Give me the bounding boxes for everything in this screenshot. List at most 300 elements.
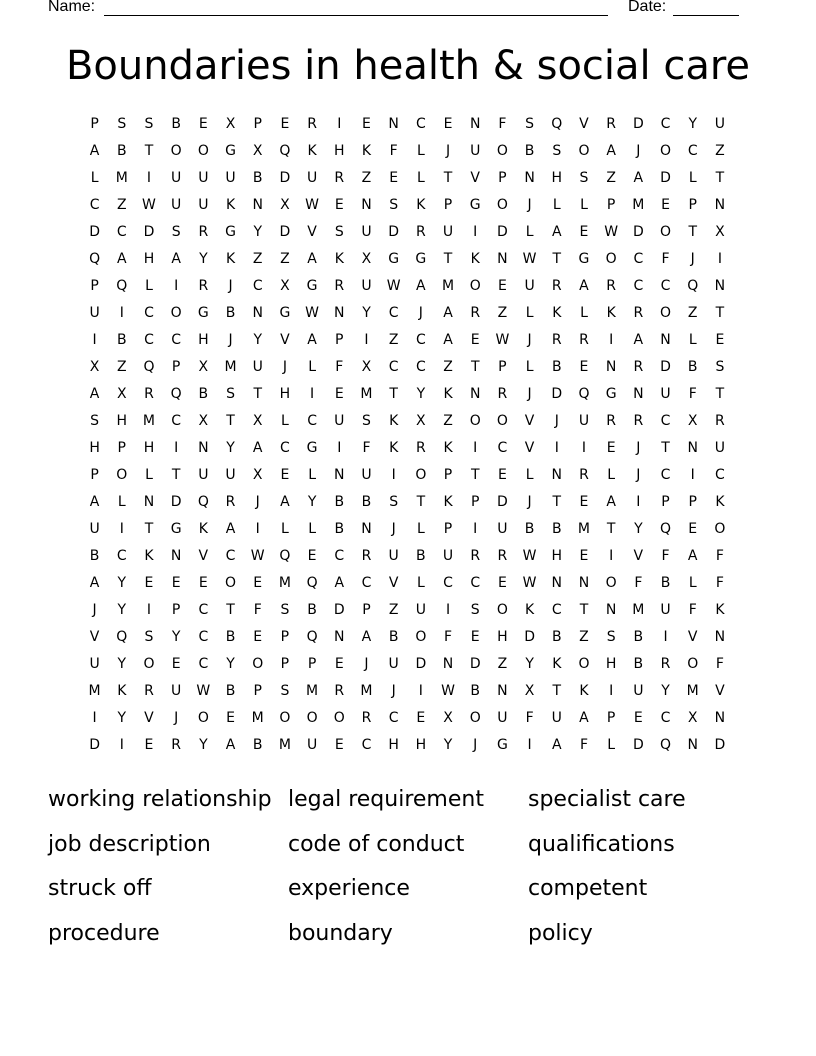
grid-letter: W (305, 305, 320, 321)
grid-row (81, 354, 734, 381)
grid-letter: K (117, 683, 127, 699)
grid-letter: X (687, 413, 698, 429)
grid-letter: O (116, 467, 128, 483)
name-blank-line (104, 15, 608, 16)
grid-letter: P (362, 602, 371, 618)
grid-letter: D (632, 737, 644, 753)
grid-letter: B (225, 683, 236, 699)
grid-letter: O (496, 197, 508, 213)
grid-letter: M (224, 359, 237, 375)
grid-letter: C (280, 440, 290, 456)
grid-letter: W (142, 197, 156, 213)
grid-letter: A (252, 440, 263, 456)
grid-letter: C (388, 359, 399, 375)
grid-letter: G (415, 251, 427, 267)
grid-letter: U (633, 683, 644, 699)
grid-letter: X (252, 413, 263, 429)
word-list-item: working relationship (48, 787, 272, 812)
grid-row (81, 111, 734, 138)
grid-letter: U (171, 683, 182, 699)
grid-letter: C (497, 440, 508, 456)
grid-letter: C (660, 467, 671, 483)
word-list-item: competent (528, 876, 648, 902)
word-list-item: procedure (48, 921, 160, 947)
grid-letter: M (115, 170, 128, 186)
grid-letter: R (633, 413, 644, 429)
grid-letter: I (119, 737, 124, 753)
grid-letter: B (470, 683, 481, 699)
grid-letter: A (334, 575, 345, 591)
grid-letter: Z (116, 359, 127, 375)
grid-row (81, 462, 734, 489)
grid-letter: T (715, 386, 725, 402)
grid-letter: N (497, 251, 508, 267)
grid-row (81, 516, 734, 543)
grid-row (81, 651, 734, 678)
grid-letter: C (687, 143, 698, 159)
grid-letter: X (198, 359, 209, 375)
grid-letter: R (334, 170, 345, 186)
grid-row (81, 408, 734, 435)
grid-row (81, 192, 734, 219)
grid-letter: J (282, 359, 287, 375)
grid-letter: H (279, 386, 291, 402)
grid-letter: O (578, 656, 590, 672)
grid-letter: P (90, 278, 99, 294)
word-list-item: code of conduct (288, 831, 465, 857)
word-list-item: legal requirement (288, 787, 484, 812)
grid-letter: O (225, 575, 237, 591)
grid-letter: E (688, 521, 698, 537)
grid-letter: F (253, 602, 262, 618)
grid-letter: W (441, 683, 455, 699)
grid-letter: B (687, 359, 698, 375)
grid-letter: G (388, 251, 400, 267)
grid-letter: E (579, 548, 589, 564)
grid-letter: N (551, 575, 563, 591)
grid-letter: Y (117, 602, 127, 618)
grid-letter: L (416, 575, 425, 591)
grid-letter: O (660, 143, 672, 159)
grid-letter: N (361, 521, 372, 537)
grid-letter: Q (660, 521, 672, 537)
grid-letter: I (473, 521, 478, 537)
grid-letter: C (361, 737, 372, 753)
grid-letter: U (198, 170, 209, 186)
grid-letter: C (334, 548, 345, 564)
grid-letter: T (552, 683, 562, 699)
grid-row (81, 624, 734, 651)
grid-letter: Q (89, 251, 101, 267)
grid-row (81, 138, 734, 165)
grid-letter: L (308, 521, 316, 537)
grid-letter: B (551, 359, 562, 375)
grid-letter: A (606, 494, 616, 510)
grid-letter: C (171, 413, 182, 429)
grid-letter: E (253, 629, 263, 645)
grid-letter: L (525, 359, 534, 375)
grid-letter: D (551, 386, 563, 402)
grid-letter: S (470, 602, 480, 618)
grid-letter: F (715, 548, 724, 564)
grid-letter: D (632, 224, 644, 240)
grid-letter: B (307, 602, 317, 618)
grid-letter: C (144, 305, 154, 321)
grid-letter: E (389, 170, 399, 186)
grid-letter: Y (688, 116, 697, 132)
grid-letter: H (143, 440, 155, 456)
grid-letter: M (686, 683, 699, 699)
grid-letter: E (579, 359, 589, 375)
grid-row (81, 570, 734, 597)
grid-letter: U (497, 710, 508, 726)
grid-letter: W (250, 548, 265, 564)
grid-row (81, 219, 734, 246)
grid-letter: U (388, 548, 399, 564)
grid-letter: Y (117, 710, 127, 726)
grid-letter: B (361, 494, 372, 510)
word-list-item: policy (528, 921, 593, 947)
grid-letter: J (364, 656, 369, 672)
grid-letter: N (687, 440, 698, 456)
grid-letter: O (279, 710, 291, 726)
grid-letter: J (255, 494, 260, 510)
grid-letter: K (443, 494, 453, 510)
grid-letter: P (90, 467, 99, 483)
grid-letter: T (688, 224, 697, 240)
grid-letter: E (497, 467, 507, 483)
grid-letter: P (335, 332, 344, 348)
grid-letter: J (527, 386, 532, 402)
grid-letter: I (255, 521, 260, 537)
grid-letter: D (333, 602, 345, 618)
word-list-item: qualifications (528, 831, 675, 857)
date-label: Date: (628, 0, 667, 15)
grid-letter: A (551, 737, 562, 753)
grid-letter: L (145, 278, 153, 294)
grid-letter: R (361, 548, 372, 564)
grid-letter: T (226, 413, 235, 429)
grid-letter: R (579, 467, 589, 483)
grid-letter: Y (253, 332, 262, 348)
grid-letter: H (116, 413, 128, 429)
grid-letter: Z (687, 305, 698, 321)
grid-letter: Q (279, 143, 291, 159)
grid-letter: A (606, 143, 616, 159)
grid-letter: K (579, 683, 589, 699)
grid-letter: A (89, 494, 100, 510)
grid-letter: I (717, 251, 722, 267)
grid-letter: P (280, 656, 290, 672)
grid-letter: P (688, 197, 697, 213)
grid-letter: N (605, 602, 617, 618)
grid-row (81, 246, 734, 273)
grid-letter: E (633, 710, 643, 726)
grid-letter: R (470, 548, 481, 564)
grid-letter: B (524, 143, 535, 159)
grid-letter: C (415, 332, 426, 348)
grid-letter: D (714, 737, 726, 753)
grid-letter: C (89, 197, 100, 213)
grid-letter: N (469, 386, 481, 402)
grid-letter: L (688, 575, 697, 591)
grid-letter: M (142, 413, 156, 429)
grid-letter: E (334, 737, 344, 753)
grid-letter: S (90, 413, 100, 429)
grid-letter: Q (306, 629, 318, 645)
grid-letter: L (607, 737, 616, 753)
grid-letter: O (605, 575, 617, 591)
grid-letter: O (660, 305, 672, 321)
grid-letter: T (470, 467, 480, 483)
grid-letter: R (497, 386, 508, 402)
grid-letter: N (334, 467, 345, 483)
grid-letter: T (552, 251, 562, 267)
grid-letter: S (280, 602, 290, 618)
grid-letter: B (116, 143, 127, 159)
grid-letter: Y (199, 251, 208, 267)
grid-letter: O (578, 143, 590, 159)
grid-letter: G (225, 224, 236, 240)
grid-letter: K (715, 494, 725, 510)
grid-letter: E (334, 197, 344, 213)
grid-letter: O (496, 143, 508, 159)
grid-letter: R (144, 386, 154, 402)
name-label: Name: (48, 0, 96, 15)
grid-letter: N (605, 359, 617, 375)
grid-letter: E (362, 116, 371, 132)
grid-letter: O (687, 656, 699, 672)
grid-letter: Q (170, 386, 182, 402)
grid-letter: P (171, 602, 181, 618)
grid-letter: I (554, 440, 559, 456)
grid-letter: R (606, 278, 617, 294)
grid-letter: W (305, 197, 320, 213)
grid-letter: I (364, 332, 369, 348)
grid-letter: A (633, 332, 644, 348)
grid-row (81, 300, 734, 327)
grid-letter: W (495, 332, 510, 348)
grid-letter: U (361, 278, 372, 294)
grid-letter: N (687, 737, 698, 753)
grid-letter: C (715, 467, 725, 483)
grid-letter: B (198, 386, 209, 402)
grid-letter: U (524, 278, 535, 294)
grid-letter: B (89, 548, 100, 564)
grid-letter: U (198, 467, 209, 483)
grid-letter: K (334, 251, 344, 267)
grid-letter: W (604, 224, 619, 240)
grid-letter: U (470, 143, 481, 159)
grid-letter: N (334, 629, 345, 645)
grid-letter: N (551, 467, 563, 483)
grid-letter: D (279, 170, 291, 186)
grid-letter: B (334, 494, 345, 510)
grid-letter: N (714, 197, 726, 213)
grid-letter: K (470, 251, 480, 267)
grid-letter: L (552, 197, 561, 213)
grid-letter: C (307, 413, 317, 429)
grid-letter: S (389, 494, 399, 510)
grid-letter: R (361, 710, 372, 726)
grid-letter: K (225, 251, 236, 267)
grid-letter: Z (116, 197, 127, 213)
grid-letter: Y (199, 737, 208, 753)
grid-letter: T (661, 440, 670, 456)
grid-letter: S (606, 629, 616, 645)
grid-letter: O (170, 305, 182, 321)
grid-letter: N (469, 116, 481, 132)
grid-letter: I (418, 683, 423, 699)
grid-letter: Q (197, 494, 209, 510)
grid-letter: I (636, 494, 641, 510)
grid-letter: K (198, 521, 208, 537)
grid-letter: R (225, 494, 236, 510)
grid-letter: R (633, 359, 644, 375)
grid-letter: S (280, 683, 290, 699)
grid-letter: I (337, 116, 342, 132)
grid-letter: G (605, 386, 617, 402)
grid-letter: I (663, 629, 668, 645)
grid-letter: Y (661, 683, 670, 699)
grid-letter: O (306, 710, 318, 726)
grid-letter: E (253, 575, 263, 591)
grid-letter: Y (226, 440, 235, 456)
grid-letter: J (228, 278, 233, 294)
grid-letter: D (632, 116, 644, 132)
grid-letter: E (280, 116, 290, 132)
grid-letter: F (579, 737, 588, 753)
grid-letter: G (306, 278, 318, 294)
grid-letter: S (144, 116, 154, 132)
grid-letter: C (633, 251, 644, 267)
grid-letter: B (388, 629, 399, 645)
grid-letter: K (225, 197, 236, 213)
grid-letter: P (253, 683, 262, 699)
grid-letter: X (687, 710, 698, 726)
name-date-header (48, 0, 748, 20)
grid-letter: O (605, 251, 617, 267)
grid-letter: E (307, 548, 317, 564)
grid-letter: I (119, 521, 124, 537)
grid-letter: X (443, 710, 453, 726)
grid-letter: J (391, 683, 396, 699)
grid-letter: V (470, 170, 480, 186)
grid-letter: R (470, 305, 481, 321)
grid-letter: A (687, 548, 698, 564)
grid-letter: K (416, 197, 426, 213)
grid-letter: I (609, 683, 614, 699)
grid-letter: U (714, 116, 726, 132)
grid-letter: G (578, 251, 590, 267)
grid-letter: N (578, 575, 590, 591)
grid-letter: R (198, 224, 209, 240)
grid-letter: K (606, 305, 616, 321)
grid-letter: N (334, 305, 345, 321)
grid-letter: L (580, 305, 588, 321)
grid-letter: D (469, 656, 481, 672)
grid-letter: I (92, 332, 97, 348)
grid-letter: J (636, 143, 641, 159)
grid-letter: N (714, 629, 726, 645)
grid-letter: O (252, 656, 264, 672)
grid-letter: W (386, 278, 401, 294)
grid-letter: D (89, 737, 100, 753)
grid-letter: R (551, 278, 562, 294)
grid-letter: M (251, 710, 264, 726)
grid-letter: M (632, 197, 645, 213)
grid-letter: Y (362, 305, 371, 321)
grid-letter: R (171, 737, 182, 753)
grid-letter: F (525, 710, 534, 726)
grid-letter: K (715, 602, 725, 618)
grid-letter: G (225, 143, 236, 159)
grid-letter: F (634, 575, 643, 591)
grid-letter: U (198, 197, 209, 213)
grid-letter: B (116, 332, 127, 348)
grid-letter: C (116, 548, 127, 564)
grid-letter: L (416, 170, 425, 186)
grid-letter: J (527, 494, 532, 510)
grid-letter: S (389, 197, 399, 213)
grid-letter: I (527, 737, 532, 753)
grid-letter: E (470, 629, 480, 645)
grid-letter: G (197, 305, 209, 321)
grid-letter: U (306, 170, 318, 186)
grid-letter: M (278, 737, 291, 753)
grid-letter: R (307, 116, 317, 132)
grid-letter: B (225, 629, 236, 645)
grid-letter: Y (253, 224, 262, 240)
grid-letter: A (225, 737, 236, 753)
grid-letter: C (660, 413, 671, 429)
grid-letter: I (92, 710, 97, 726)
grid-row (81, 327, 734, 354)
grid-letter: M (441, 278, 455, 294)
grid-letter: B (252, 737, 263, 753)
grid-letter: O (496, 602, 508, 618)
grid-letter: L (90, 170, 99, 186)
grid-letter: X (280, 197, 290, 213)
grid-letter: N (660, 332, 671, 348)
grid-letter: R (606, 116, 617, 132)
grid-letter: O (469, 278, 481, 294)
grid-letter: T (715, 305, 725, 321)
grid-letter: Y (443, 737, 453, 753)
grid-letter: X (198, 413, 209, 429)
grid-letter: U (442, 224, 454, 240)
grid-letter: E (198, 575, 208, 591)
grid-letter: C (252, 278, 263, 294)
grid-letter: N (143, 494, 155, 510)
grid-letter: C (660, 116, 671, 132)
grid-letter: L (525, 305, 534, 321)
grid-letter: I (146, 170, 152, 186)
grid-letter: P (498, 359, 507, 375)
grid-letter: I (445, 602, 451, 618)
grid-letter: S (552, 143, 562, 159)
grid-letter: K (443, 386, 453, 402)
grid-letter: N (388, 116, 399, 132)
grid-letter: J (527, 332, 532, 348)
grid-letter: V (524, 440, 535, 456)
grid-letter: R (606, 413, 617, 429)
grid-letter: Q (660, 737, 672, 753)
grid-letter: N (252, 305, 263, 321)
grid-letter: Y (634, 521, 643, 537)
grid-letter: O (415, 467, 427, 483)
grid-letter: P (470, 494, 480, 510)
